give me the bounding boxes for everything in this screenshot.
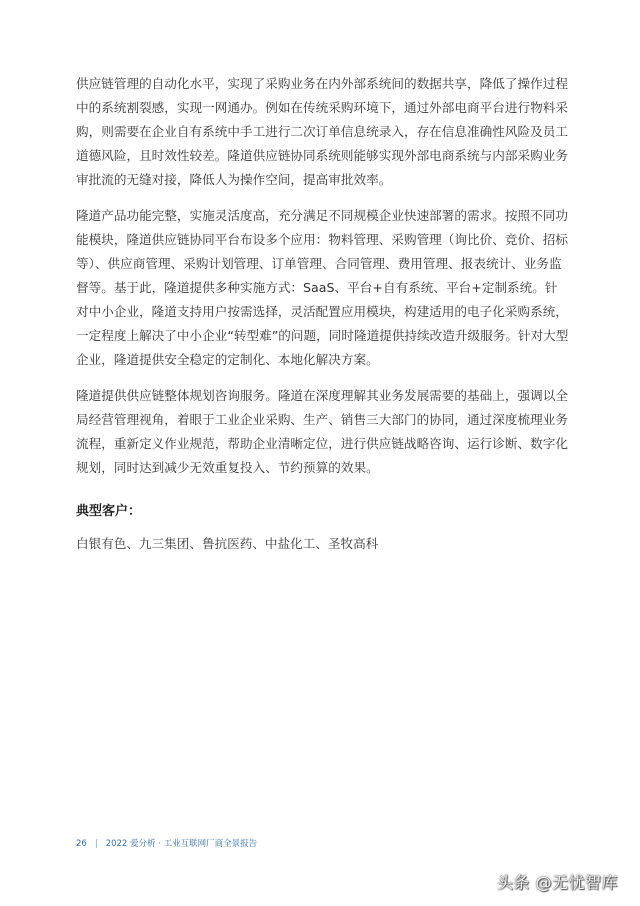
typical-customers-list: 白银有色、九三集团、鲁抗医药、中盐化工、圣牧高科 — [76, 536, 379, 551]
paragraph-product-features: 隆道产品功能完整，实施灵活度高，充分满足不同规模企业快速部署的需求。按照不同功能模块，隆道供应链协同平台布设多个应用：物料管理、采购管理（询比价、竞价、招标等）、供应商管理、采购计划管理、订单管理、合同管理、费用管理、报表统计、业务监督等。基于此，隆道提供多种实施方式：SaaS、平台+自有系统、平台+定制系统。针对中小企业，隆道支持用户按需选择，灵活配置应用模块，构建适用的电子化采购系统，一定程度上解决了中小企业“转型难”的问题，同时隆道提供持续改造升级服务。针对大型企业，隆道提供安全稳定的定制化、本地化解决方案。 — [76, 208, 569, 367]
paragraph-automation: 供应链管理的自动化水平，实现了采购业务在内外部系统间的数据共享，降低了操作过程中的系统割裂感，实现一网通办。例如在传统采购环境下，通过外部电商平台进行物料采购，则需要在企业自有系统中手工进行二次订单信息统录入，存在信息准确性风险及员工道德风险，且时效性较差。隆道供应链协同系统则能够实现外部电商系统与内部采购业务审批流的无缝对接，降低人为操作空间，提高审批效率。 — [76, 76, 568, 187]
footer-separator: | — [94, 839, 98, 849]
body-content — [76, 72, 570, 556]
page-footer — [76, 838, 257, 850]
page-number: 26 — [76, 839, 87, 849]
report-title: 2022 爱分析 · 工业互联网厂商全景报告 — [105, 839, 258, 849]
source-watermark: 头条 @无忧智库 — [496, 873, 618, 892]
typical-customers-heading: 典型客户： — [76, 504, 142, 519]
paragraph-consulting-service: 隆道提供供应链整体规划咨询服务。隆道在深度理解其业务发展需要的基础上，强调以全局经营管理视角，着眼于工业企业采购、生产、销售三大部门的协同，通过深度梳理业务流程，重新定义作业规范，帮助企业清晰定位，进行供应链战略咨询、运行诊断、数字化规划，同时达到减少无效重复投入、节约预算的效果。 — [76, 388, 568, 475]
